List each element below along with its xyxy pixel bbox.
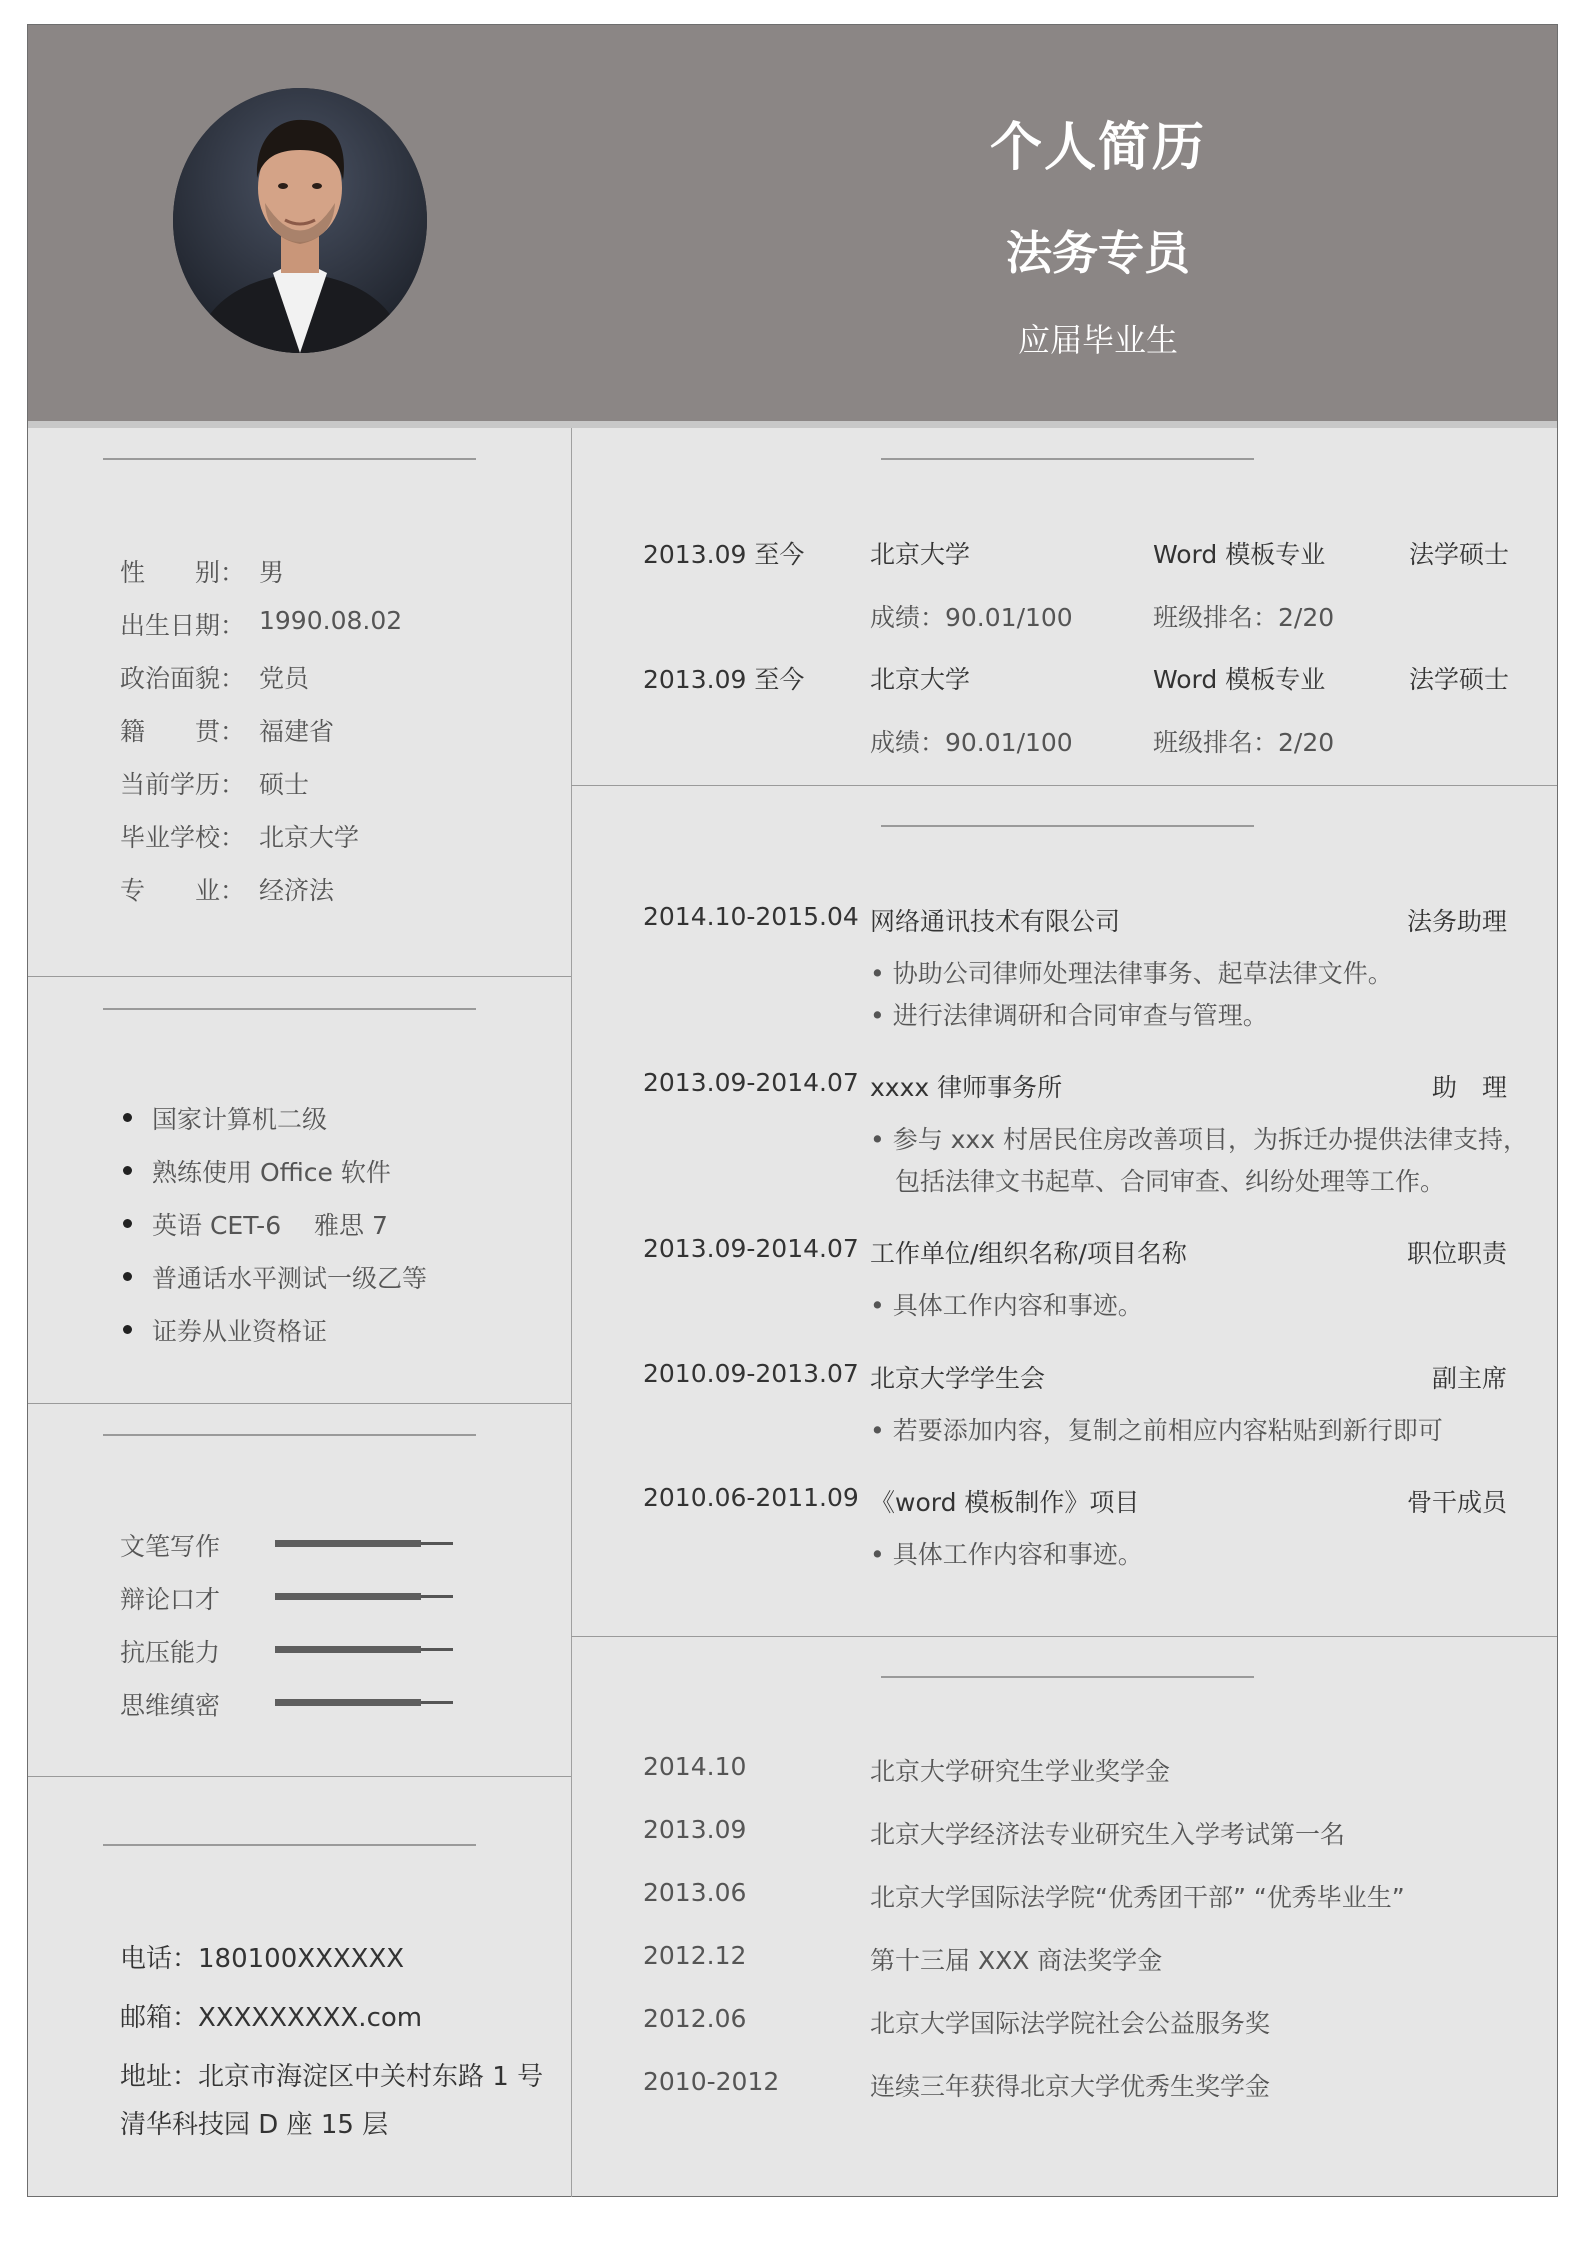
award-title: 第十三届 XXX 商法奖学金	[870, 1946, 1163, 1975]
exp-detail: • 具体工作内容和事迹。	[870, 1291, 1143, 1320]
certificate-item: 英语 CET-6 雅思 7	[152, 1211, 388, 1240]
award-date: 2010-2012	[643, 2067, 780, 2096]
exp-detail: • 进行法律调研和合同审查与管理。	[870, 1001, 1268, 1030]
exp-date: 2013.09-2014.07	[643, 1234, 859, 1263]
exp-org: 《word 模板制作》项目	[870, 1488, 1140, 1517]
info-value: 1990.08.02	[259, 606, 403, 635]
section-title-line	[103, 1434, 476, 1436]
job-title: 法务专员	[1006, 226, 1190, 280]
info-label: 籍 贯：	[120, 717, 246, 746]
exp-detail: • 具体工作内容和事迹。	[870, 1540, 1143, 1569]
info-value: 北京大学	[259, 823, 360, 852]
award-date: 2014.10	[643, 1752, 747, 1781]
section-title-line	[881, 825, 1254, 827]
section-separator	[28, 1776, 571, 1777]
info-value: 男	[259, 558, 285, 587]
exp-org: 工作单位/组织名称/项目名称	[870, 1239, 1187, 1268]
skill-bar-fill	[275, 1699, 421, 1706]
section-separator	[571, 1636, 1557, 1637]
exp-role: 法务助理	[1406, 907, 1507, 936]
certificate-item: 普通话水平测试一级乙等	[152, 1264, 428, 1293]
section-separator	[571, 785, 1557, 786]
resume-page	[27, 24, 1558, 2197]
contact-email: 邮箱：XXXXXXXXX.com	[120, 2003, 423, 2033]
avatar-photo	[173, 88, 427, 353]
award-date: 2012.12	[643, 1941, 747, 1970]
resume-title: 个人简历	[989, 118, 1206, 178]
info-value: 经济法	[259, 876, 335, 905]
exp-detail: 包括法律文书起草、合同审查、纠纷处理等工作。	[870, 1167, 1446, 1196]
award-date: 2013.09	[643, 1815, 747, 1844]
certificate-item: 证券从业资格证	[152, 1317, 328, 1346]
edu-score: 成绩：90.01/100	[870, 603, 1073, 632]
section-title-line	[103, 1844, 476, 1846]
avatar	[173, 88, 427, 353]
edu-score: 成绩：90.01/100	[870, 728, 1073, 757]
contact-address-line2: 清华科技园 D 座 15 层	[120, 2110, 389, 2140]
skill-bar-fill	[275, 1540, 421, 1547]
section-title-line	[103, 458, 476, 460]
exp-role: 骨干成员	[1406, 1488, 1507, 1517]
section-separator	[28, 976, 571, 977]
award-title: 北京大学国际法学院社会公益服务奖	[870, 2009, 1271, 2038]
certificate-item: 熟练使用 Office 软件	[152, 1158, 391, 1187]
bullet-icon	[123, 1219, 132, 1228]
header-banner	[28, 25, 1557, 421]
column-divider	[571, 428, 572, 2197]
exp-detail: • 协助公司律师处理法律事务、起草法律文件。	[870, 959, 1393, 988]
edu-degree: 法学硕士	[1409, 540, 1510, 569]
info-label: 政治面貌：	[120, 664, 246, 693]
edu-major: Word 模板专业	[1153, 540, 1326, 569]
edu-degree: 法学硕士	[1409, 665, 1510, 694]
exp-date: 2014.10-2015.04	[643, 902, 859, 931]
exp-detail: • 若要添加内容，复制之前相应内容粘贴到新行即可	[870, 1416, 1443, 1445]
skill-name: 思维缜密	[120, 1691, 221, 1720]
contact-phone: 电话：180100XXXXXX	[120, 1944, 405, 1974]
exp-org: xxxx 律师事务所	[870, 1073, 1063, 1102]
exp-date: 2010.09-2013.07	[643, 1359, 859, 1388]
exp-date: 2010.06-2011.09	[643, 1483, 859, 1512]
award-date: 2012.06	[643, 2004, 747, 2033]
edu-school: 北京大学	[870, 665, 971, 694]
bullet-icon	[123, 1113, 132, 1122]
bullet-icon	[123, 1166, 132, 1175]
award-title: 北京大学经济法专业研究生入学考试第一名	[870, 1820, 1346, 1849]
exp-role: 副主席	[1431, 1364, 1507, 1393]
info-label: 当前学历：	[120, 770, 246, 799]
section-title-line	[881, 458, 1254, 460]
exp-org: 北京大学学生会	[870, 1364, 1046, 1393]
edu-school: 北京大学	[870, 540, 971, 569]
section-separator	[28, 1403, 571, 1404]
award-title: 北京大学研究生学业奖学金	[870, 1757, 1171, 1786]
contact-address-line1: 地址：北京市海淀区中关村东路 1 号	[120, 2062, 544, 2092]
info-value: 硕士	[259, 770, 310, 799]
info-value: 党员	[259, 664, 310, 693]
bullet-icon	[123, 1272, 132, 1281]
candidate-status: 应届毕业生	[1017, 321, 1178, 359]
info-label: 毕业学校：	[120, 823, 246, 852]
skill-bar-fill	[275, 1593, 421, 1600]
exp-detail: • 参与 xxx 村居民住房改善项目，为拆迁办提供法律支持，	[870, 1125, 1528, 1154]
edu-date: 2013.09 至今	[643, 665, 805, 694]
certificate-item: 国家计算机二级	[152, 1105, 328, 1134]
skill-name: 文笔写作	[120, 1532, 221, 1561]
exp-org: 网络通讯技术有限公司	[870, 907, 1121, 936]
skill-bar-fill	[275, 1646, 421, 1653]
exp-date: 2013.09-2014.07	[643, 1068, 859, 1097]
bullet-icon	[123, 1325, 132, 1334]
header-divider	[28, 421, 1557, 428]
edu-rank: 班级排名：2/20	[1153, 603, 1335, 632]
exp-role: 职位职责	[1406, 1239, 1507, 1268]
section-title-line	[881, 1676, 1254, 1678]
award-title: 北京大学国际法学院“优秀团干部” “优秀毕业生”	[870, 1883, 1405, 1912]
edu-major: Word 模板专业	[1153, 665, 1326, 694]
info-label: 性 别：	[120, 558, 246, 587]
edu-date: 2013.09 至今	[643, 540, 805, 569]
exp-role: 助 理	[1431, 1073, 1507, 1102]
edu-rank: 班级排名：2/20	[1153, 728, 1335, 757]
info-label: 专 业：	[120, 876, 246, 905]
award-date: 2013.06	[643, 1878, 747, 1907]
info-label: 出生日期：	[120, 611, 246, 640]
section-title-line	[103, 1008, 476, 1010]
skill-name: 抗压能力	[120, 1638, 221, 1667]
award-title: 连续三年获得北京大学优秀生奖学金	[870, 2072, 1271, 2101]
skill-name: 辩论口才	[120, 1585, 221, 1614]
info-value: 福建省	[259, 717, 335, 746]
